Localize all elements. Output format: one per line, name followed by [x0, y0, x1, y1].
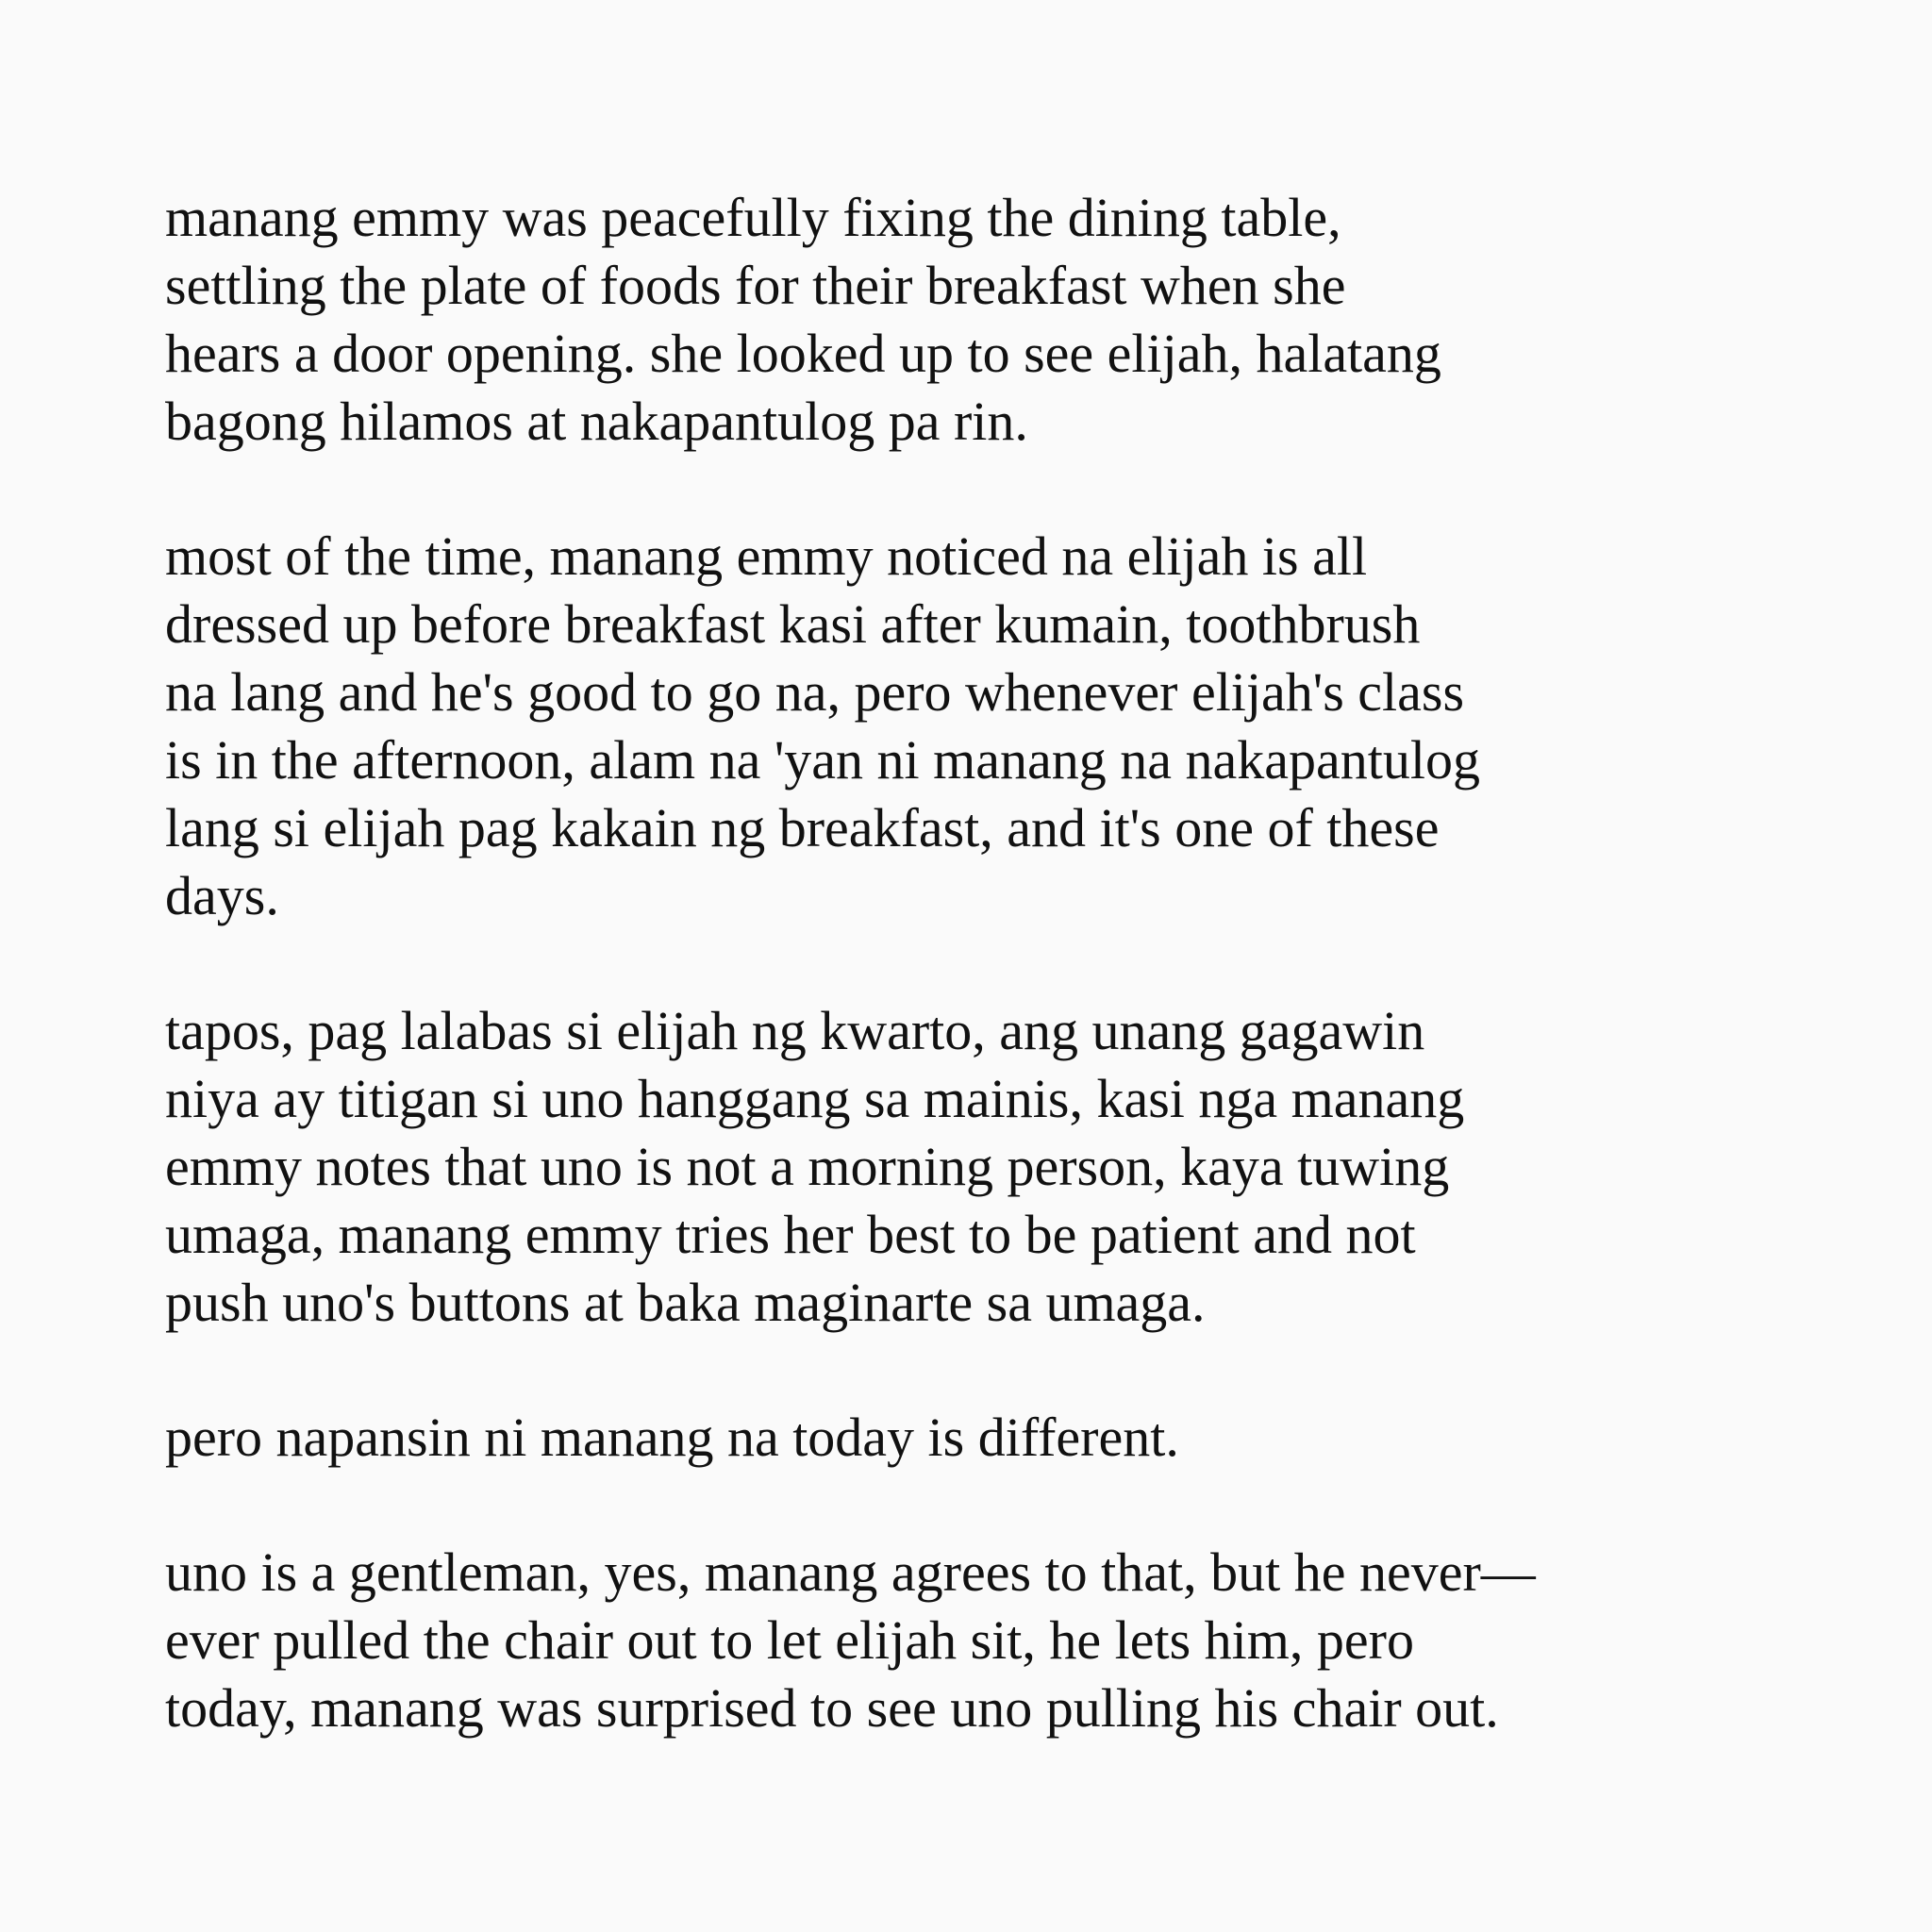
text-line: push uno's buttons at baka maginarte sa umaga.	[165, 1272, 1206, 1333]
text-line: uno is a gentleman, yes, manang agrees to that, but he never—	[165, 1541, 1536, 1603]
text-line: dressed up before breakfast kasi after kumain, toothbrush	[165, 593, 1421, 655]
text-line: settling the plate of foods for their breakfast when she	[165, 255, 1346, 316]
text-line: manang emmy was peacefully fixing the dining table,	[165, 187, 1341, 248]
text-line: lang si elijah pag kakain ng breakfast, and it's one of these	[165, 797, 1440, 858]
paragraph	[165, 184, 1788, 456]
text-line: pero napansin ni manang na today is different.	[165, 1407, 1179, 1468]
paragraph	[165, 1539, 1788, 1742]
text-line: most of the time, manang emmy noticed na elijah is all	[165, 525, 1368, 587]
document-body	[165, 184, 1788, 1809]
text-line: days.	[165, 865, 279, 926]
text-line: bagong hilamos at nakapantulog pa rin.	[165, 391, 1028, 452]
text-line: today, manang was surprised to see uno pulling his chair out.	[165, 1677, 1499, 1739]
paragraph	[165, 523, 1788, 930]
text-line: emmy notes that uno is not a morning person, kaya tuwing	[165, 1136, 1450, 1197]
text-line: umaga, manang emmy tries her best to be patient and not	[165, 1204, 1416, 1265]
text-line: is in the afternoon, alam na 'yan ni manang na nakapantulog	[165, 729, 1480, 791]
text-line: hears a door opening. she looked up to see elijah, halatang	[165, 323, 1441, 384]
text-line: tapos, pag lalabas si elijah ng kwarto, ang unang gagawin	[165, 1000, 1425, 1061]
text-line: niya ay titigan si uno hanggang sa mainis, kasi nga manang	[165, 1068, 1465, 1129]
paragraph	[165, 1404, 1788, 1472]
text-line: ever pulled the chair out to let elijah sit, he lets him, pero	[165, 1609, 1414, 1671]
paragraph	[165, 997, 1788, 1337]
text-line: na lang and he's good to go na, pero whenever elijah's class	[165, 661, 1465, 723]
